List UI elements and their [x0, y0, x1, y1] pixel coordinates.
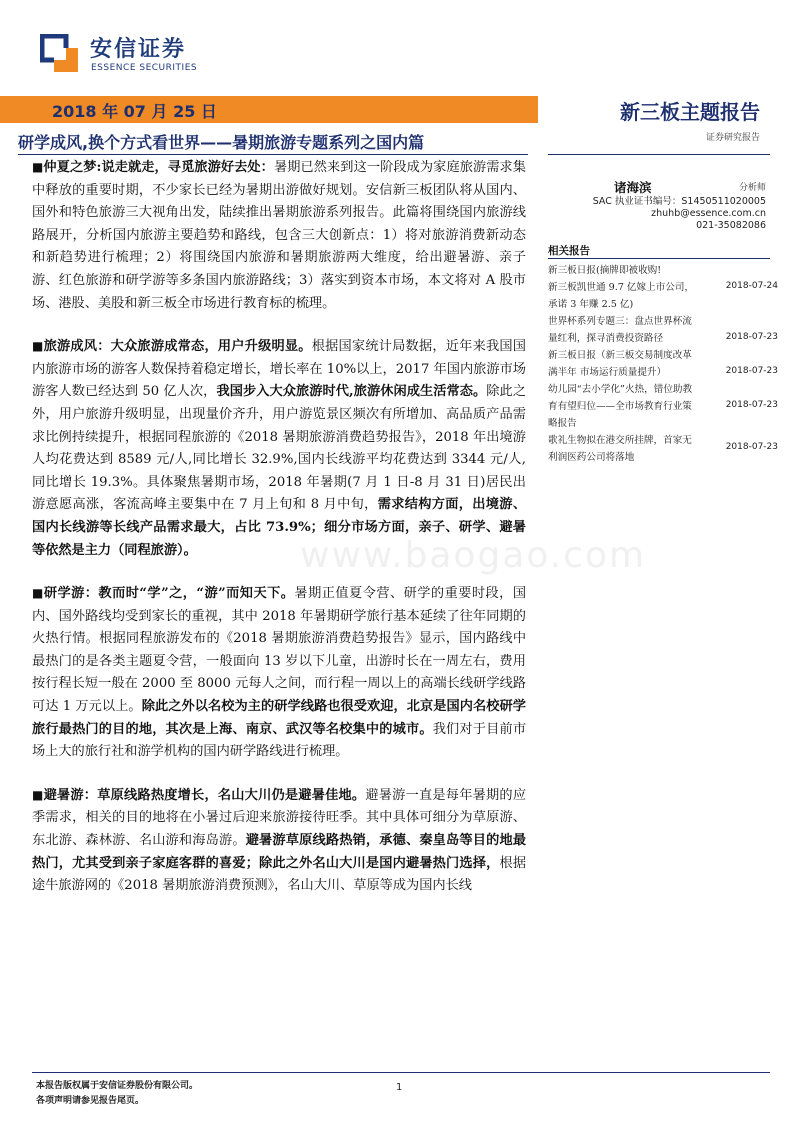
bullet-marker: ■ [32, 160, 44, 174]
related-report-title[interactable]: 新三板日报（新三板交易制度改革满半年 市场运行质量提升） [548, 350, 692, 378]
related-report-date: 2018-07-23 [725, 400, 778, 410]
report-date: 2018 年 07 月 25 日 [52, 102, 217, 121]
paragraph-heading: 旅游成风：大众旅游成常态，用户升级明显。 [43, 339, 312, 355]
related-report-date: 2018-07-23 [725, 366, 778, 376]
paragraph-text: 根据途牛旅游网的《2018 暑期旅游消费预测》，名山大川、草原等成为国内长线 [32, 855, 527, 894]
analyst-email[interactable]: zhuhb@essence.com.cn [651, 208, 766, 219]
footer-disclaimer: 各项声明请参见报告尾页。 [36, 1096, 145, 1106]
logo-mark-icon [40, 34, 80, 74]
related-report-date: 2018-07-23 [725, 442, 778, 452]
paragraph-text: 除此之外，用户旅游升级明显，出现量价齐升，用户游览景区频次有所增加、高品质产品需求比例持续提升，根据同程旅游的《2018 暑期旅游消费趋势报告》，2018 年出境游人均花费达到 8589 元/人,同比增长 32.9%,国内长线游平均花费达到 3344 元/人,同比增长 19.3%。具体聚焦暑期市场，2018 年暑期(7 月 1 日-8 月 31 日)居民出游意愿高涨，客流高峰主要集中在 7 月上旬和 8 月中旬， [32, 384, 527, 513]
logo-name-en: ESSENCE SECURITIES [91, 63, 198, 73]
paragraph-text: 我们对于目前市场上大的旅行社和游学机构的国内研学路线进行梳理。 [32, 721, 527, 760]
bullet-marker: ■ [32, 339, 44, 354]
analyst-cert: SAC 执业证书编号：S1450511020005 [592, 196, 766, 207]
related-report-item[interactable] [548, 313, 778, 347]
analyst-name: 诸海滨 [614, 180, 652, 195]
related-reports-heading: 相关报告 [548, 245, 590, 257]
analyst-phone: 021-35082086 [696, 220, 766, 231]
related-report-date: 2018-07-23 [725, 332, 778, 342]
related-divider [548, 258, 770, 259]
paragraph-emphasis: 我国步入大众旅游时代,旅游休闲成生活常态。 [216, 384, 487, 400]
bullet-marker: ■ [32, 787, 44, 802]
paragraph-emphasis: 需求结构方面，出境游、国内长线游等长线产品需求最大，占比 73.9%；细分市场方面，亲子、研学、避暑等依然是主力（同程旅游）。 [32, 497, 527, 558]
logo-name-cn: 安信证券 [90, 37, 187, 62]
footer-copyright: 本报告版权属于安信证券股份有限公司。 [36, 1081, 199, 1091]
analyst-info [548, 178, 770, 232]
related-report-item[interactable] [548, 279, 778, 313]
paragraph-heading: 仲夏之梦:说走就走，寻觅旅游好去处： [43, 160, 274, 175]
paragraph-emphasis: 除此之外以名校为主的研学线路也很受欢迎，北京是国内名校研学旅行最热门的目的地，其次是上海、南京、武汉等名校集中的城市。 [32, 699, 526, 737]
company-logo [40, 32, 240, 80]
footer-divider [32, 1072, 770, 1073]
watermark-text: www.baogao.com [300, 535, 647, 576]
related-report-item[interactable] [548, 381, 778, 432]
related-report-date: 2018-07-24 [725, 281, 778, 291]
bullet-marker: ■ [32, 586, 44, 601]
paragraph-heading: 避暑游：草原线路热度增长，名山大川仍是避暑佳地。 [43, 787, 366, 803]
related-reports-list [548, 262, 778, 466]
sidebar-divider [548, 154, 770, 155]
related-report-item[interactable] [548, 432, 778, 466]
related-report-title[interactable]: 新三板日报(摘牌即被收购! [548, 265, 662, 276]
related-report-title[interactable]: 歌礼生物拟在港交所挂牌，首家无利润医药公司将落地 [548, 435, 692, 463]
analyst-role: 分析师 [738, 183, 766, 193]
related-report-title[interactable]: 幼儿园“去小学化”火热，错位助教育有望归位——全市场教育行业策略报告 [548, 384, 693, 429]
related-report-title[interactable]: 新三板凯世通 9.7 亿嫁上市公司，承诺 3 年赚 2.5 亿) [548, 282, 695, 310]
paragraph-emphasis: 避暑游草原线路热销，承德、秦皇岛等目的地最热门，尤其受到亲子家庭客群的喜爱；除此之外名山大川是国内避暑热门选择， [32, 833, 527, 871]
paragraph-study-tour [32, 582, 526, 764]
report-type: 新三板主题报告 [620, 100, 760, 124]
title-divider [18, 154, 528, 155]
paragraph-summer-resort [32, 784, 526, 898]
report-subtype: 证券研究报告 [705, 133, 760, 143]
paragraph-text: 根据国家统计局数据，近年来我国国内旅游市场的游客人数保持着稳定增长，增长率在 10%以上，2017 年国内旅游市场游客人数已经达到 50 亿人次， [32, 339, 526, 400]
related-report-item[interactable] [548, 347, 778, 381]
related-report-title[interactable]: 世界杯系列专题三：盘点世界杯流量红利，探寻消费投资路径 [548, 316, 692, 344]
paragraph-summer-dream [32, 156, 526, 315]
related-report-item[interactable] [548, 262, 778, 279]
paragraph-heading: 研学游：教而时“学”之，“游”而知天下。 [43, 586, 295, 602]
paragraph-text: 暑期已然来到这一阶段成为家庭旅游需求集中释放的重要时期，不少家长已经为暑期出游做好规划。安信新三板团队将从国内、国外和特色旅游三大视角出发，陆续推出暑期旅游系列报告。此篇将围绕国内旅游线路展开，分析国内旅游主要趋势和路线，包含三大创新点：1）将对旅游消费新动态和新趋势进行梳理；2）将围绕国内旅游和暑期旅游两大维度，给出避暑游、亲子游、红色旅游和研学游等多条国内旅游路线；3）落实到资本市场，本文将对 A 股市场、港股、美股和新三板全市场进行教育标的梳理。 [32, 160, 526, 311]
paragraph-text: 避暑游一直是每年暑期的应季需求，相关的目的地将在小暑过后迎来旅游接待旺季。其中具体可细分为草原游、东北游、森林游、名山游和海岛游。 [32, 787, 527, 849]
report-title: 研学成风,换个方式看世界——暑期旅游专题系列之国内篇 [18, 133, 425, 152]
paragraph-tourism-trend [32, 335, 526, 562]
paragraph-text: 暑期正值夏令营、研学的重要时段，国内、国外路线均受到家长的重视，其中 2018 年暑期研学旅行基本延续了往年同期的火热行情。根据同程旅游发布的《2018 暑期旅游消费趋势报告》显示，国内路线中最热门的是各类主题夏令营，一般面向 13 岁以下儿童，出游时长在一周左右，费用按行程长短一般在 2000 至 8000 元每人之间，而行程一周以上的高端长线研学线路可达 1 万元以上。 [32, 586, 527, 715]
page-number: 1 [396, 1082, 403, 1093]
